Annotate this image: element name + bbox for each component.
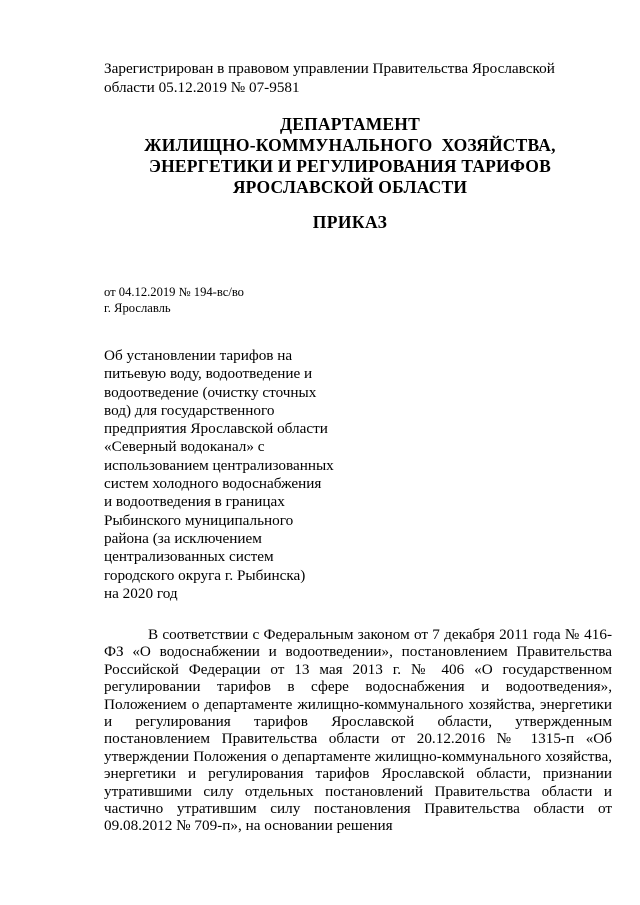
subject-line: и водоотведения в границах (104, 493, 285, 511)
subject-line: предприятия Ярославской области (104, 420, 328, 438)
subject-line: на 2020 год (104, 584, 178, 602)
subject-line: городского округа г. Рыбинска) (104, 566, 306, 584)
subject-line: водоотведение (очистку сточных (104, 383, 317, 401)
department-title-line: ЭНЕРГЕТИКИ И РЕГУЛИРОВАНИЯ ТАРИФОВ (149, 156, 551, 176)
subject-line: «Северный водоканал» с (104, 438, 265, 456)
subject-line: Рыбинского муниципального (104, 511, 294, 529)
order-heading: ПРИКАЗ (312, 212, 388, 232)
order-date-number: от 04.12.2019 № 194-вс/во (104, 285, 244, 299)
department-title (100, 114, 600, 198)
department-title-line: ЯРОСЛАВСКОЙ ОБЛАСТИ (232, 177, 468, 197)
order-subject (104, 347, 354, 603)
subject-line: систем холодного водоснабжения (104, 475, 322, 493)
subject-line: использованием централизованных (104, 456, 334, 474)
subject-line: питьевую воду, водоотведение и (104, 365, 313, 383)
department-title-line: ЖИЛИЩНО-КОММУНАЛЬНОГО ХОЗЯЙСТВА, (144, 135, 556, 155)
subject-line: района (за исключением (104, 529, 262, 547)
order-city: г. Ярославль (104, 301, 171, 315)
subject-line: централизованных систем (104, 548, 274, 566)
body-paragraph: В соответствии с Федеральным законом от 7 декабря 2011 года № 416-ФЗ «О водоснабжении и водоотведении», постановлением Правительства Российской Федерации от 13 мая 2013 г. № 406 «О государственном регулировании тарифов в сфере водоснабжения и водоотведения», Положением о департаменте жилищно-коммунального хозяйства, энергетики и регулирования тарифов Ярославской области, утвержденным постановлением Правительства области от 20.12.2016 № 1315-п «Об утверждении Положения о департаменте жилищно-коммунального хозяйства, энергетики и регулирования тарифов Ярославской области, признании утратившими силу отдельных постановлений Правительства области и частично утратившим силу постановления Правительства области от 09.08.2012 № 709-п», на основании решения (104, 626, 612, 835)
registration-note: Зарегистрирован в правовом управлении Правительства Ярославской области 05.12.2019 № 07-9581 (104, 60, 555, 96)
department-title-line: ДЕПАРТАМЕНТ (280, 114, 420, 134)
subject-line: Об установлении тарифов на (104, 347, 293, 364)
subject-line: вод) для государственного (104, 401, 275, 419)
